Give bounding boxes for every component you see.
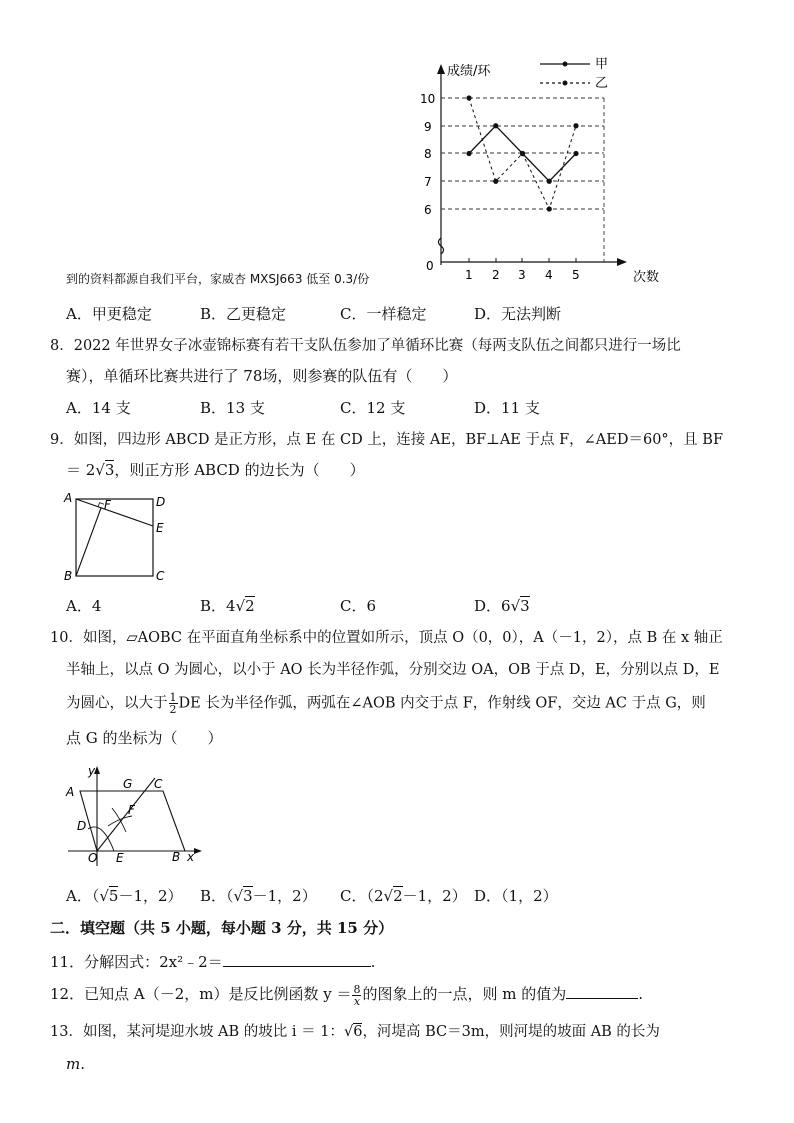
q8-text-line2: 赛），单循环比赛共进行了 78场，则参赛的队伍有（ ） — [66, 367, 458, 385]
x-axis-arrow — [617, 258, 627, 266]
q10-choice-b[interactable] — [200, 886, 317, 906]
q9-choice-b[interactable] — [200, 596, 255, 616]
y-tick-7: 7 — [424, 175, 432, 189]
fraction-numerator: 8 — [353, 982, 361, 996]
fraction-numerator: 1 — [169, 691, 177, 704]
q10-choice-a-post: －1，2） — [118, 887, 183, 905]
q8-text-line1: 8．2022 年世界女子冰壶锦标赛有若干支队伍参加了单循环比赛（每两支队伍之间都只进行一场比 — [50, 338, 681, 354]
q10-line3-pre: 为圆心，以大于 — [66, 695, 168, 712]
y-axis-label: 成绩/环 — [447, 64, 491, 79]
point-jia-5 — [573, 151, 578, 156]
label-g: G — [123, 777, 133, 791]
q10-choice-a-pre: A．（ — [66, 887, 100, 905]
q7-choice-b[interactable]: B．乙更稳定 — [200, 305, 287, 323]
q11-prompt: 11．分解因式：2x²﹣2＝ — [50, 953, 223, 971]
point-yi-3 — [520, 151, 525, 156]
q12-post: 的图象上的一点，则 m 的值为 — [362, 985, 567, 1003]
q7-choice-a[interactable]: A．甲更稳定 — [66, 305, 152, 323]
label-f: F — [128, 803, 135, 817]
label-o: O — [88, 851, 98, 865]
sqrt-icon: √ — [95, 461, 105, 479]
q9-choice-c[interactable]: C．6 — [340, 597, 377, 615]
score-line-chart — [400, 55, 700, 290]
half-fraction — [169, 692, 178, 715]
q10-choice-a-radicand: 5 — [108, 887, 119, 905]
q9-choice-b-radicand: 2 — [245, 597, 255, 615]
q8-choice-b[interactable]: B．13 支 — [200, 399, 265, 417]
q8-choice-c[interactable]: C．12 支 — [340, 399, 406, 417]
fraction-denominator: 2 — [169, 703, 177, 716]
q10-choice-b-radicand: 3 — [243, 887, 253, 905]
q10-choice-d[interactable]: D．（1，2） — [474, 887, 558, 905]
y-tick-6: 6 — [424, 203, 432, 217]
sqrt-icon: √ — [383, 887, 394, 905]
y-tick-10: 10 — [420, 92, 436, 106]
x-axis-label: 次数 — [633, 270, 660, 285]
point-jia-2 — [493, 123, 498, 128]
gridlines — [441, 98, 604, 262]
q9-choice-d-prefix: D．6 — [474, 597, 511, 615]
point-yi-5 — [573, 123, 578, 128]
legend-marker-yi — [563, 81, 568, 86]
q9-choice-a[interactable]: A．4 — [66, 597, 102, 615]
q7-choice-c[interactable]: C．一样稳定 — [340, 305, 427, 323]
q10-line3-post: DE 长为半径作弧，两弧在∠AOB 内交于点 F，作射线 OF，交边 AC 于点 G，则 — [178, 695, 706, 712]
point-jia-1 — [466, 151, 471, 156]
x-tick-1: 1 — [465, 268, 473, 282]
y-tick-9: 9 — [424, 120, 432, 134]
legend-label-yi: 乙 — [595, 76, 609, 91]
x-tick-2: 2 — [492, 268, 500, 282]
legend-marker-jia — [563, 62, 568, 67]
q9-bf-radicand: 3 — [104, 461, 115, 479]
q11-end: . — [370, 953, 376, 971]
q9-text-line2-post: ，则正方形 ABCD 的边长为（ ） — [114, 461, 365, 479]
q12-text — [50, 982, 643, 1007]
point-yi-1 — [466, 95, 471, 100]
q13-radicand: 6 — [353, 1024, 363, 1040]
label-b: B — [172, 850, 181, 864]
point-yi-2 — [493, 179, 498, 184]
q9-text-line2 — [66, 460, 365, 480]
x-axis-arrow — [194, 848, 202, 854]
sqrt-icon: √ — [510, 597, 521, 615]
sqrt-icon: √ — [233, 887, 244, 905]
label-y: y — [88, 764, 96, 778]
square-abcd — [76, 499, 153, 576]
sqrt-icon: √ — [344, 1024, 354, 1040]
series-points — [466, 95, 578, 211]
q11-answer-blank[interactable] — [223, 950, 371, 967]
legend-label-jia: 甲 — [595, 57, 609, 72]
x-tick-4: 4 — [545, 268, 553, 282]
label-a: A — [66, 785, 75, 799]
fraction-denominator: x — [353, 994, 361, 1008]
q13-text-line2: m. — [66, 1055, 85, 1073]
parallelogram-aobc — [80, 791, 185, 851]
q12-pre: 12．已知点 A（－2，m）是反比例函数 y ＝ — [50, 985, 352, 1003]
section-2-title: 二．填空题（共 5 小题，每小题 3 分，共 15 分） — [50, 919, 394, 937]
q10-text-line4: 点 G 的坐标为（ ） — [66, 729, 223, 747]
q7-choice-d[interactable]: D．无法判断 — [474, 305, 562, 323]
label-e: E — [156, 521, 164, 535]
label-a: A — [64, 491, 73, 505]
q13-post: ，河堤高 BC＝3m，则河堤的坡面 AB 的长为 — [362, 1024, 660, 1040]
y-axis-arrow — [437, 64, 445, 74]
y-tick-8: 8 — [424, 147, 432, 161]
q11-text — [50, 950, 375, 972]
q13-text-line1 — [50, 1022, 660, 1042]
point-yi-4 — [547, 206, 552, 211]
label-c: C — [156, 569, 165, 583]
label-x: x — [187, 850, 195, 864]
label-d: D — [77, 819, 87, 833]
q13-pre: 13．如图，某河堤迎水坡 AB 的坡比 i ＝ 1： — [50, 1024, 344, 1040]
x-tick-3: 3 — [518, 268, 526, 282]
q10-choice-b-pre: B．（ — [200, 887, 234, 905]
origin-label: 0 — [426, 259, 434, 273]
segment-ae — [76, 499, 153, 526]
q10-choice-c-post: －1，2） — [402, 887, 467, 905]
q10-choice-c-pre: C．（2 — [340, 887, 384, 905]
q9-square-figure — [60, 488, 175, 588]
label-b: B — [64, 569, 73, 583]
sqrt-icon: √ — [235, 597, 246, 615]
sqrt-icon: √ — [99, 887, 109, 905]
q10-choice-c[interactable] — [340, 886, 467, 906]
q8-choice-a[interactable]: A．14 支 — [66, 399, 131, 417]
label-f: F — [104, 498, 111, 512]
q12-answer-blank[interactable] — [566, 982, 638, 999]
x-tick-5: 5 — [572, 268, 580, 282]
point-jia-4 — [547, 179, 552, 184]
q10-text-line2: 半轴上，以点 O 为圆心，以小于 AO 长为半径作弧，分别交边 OA，OB 于点 D，E，分别以点 D，E — [66, 662, 720, 678]
q9-text-line1: 9．如图，四边形 ABCD 是正方形，点 E 在 CD 上，连接 AE，BF⊥AE 于点 F，∠AED＝60°，且 BF — [50, 432, 724, 448]
arc-de — [88, 827, 114, 851]
q10-choice-c-radicand: 2 — [393, 887, 403, 905]
fraction-8-over-x — [352, 984, 361, 1007]
label-d: D — [156, 495, 166, 509]
label-e: E — [116, 851, 124, 865]
q9-choice-d[interactable] — [474, 596, 530, 616]
watermark-text: 到的资料都源自我们平台，家威杏 MXSJ663 低至 0.3/份 — [66, 272, 370, 286]
q8-choice-d[interactable]: D．11 支 — [474, 399, 540, 417]
q9-choice-d-radicand: 3 — [520, 597, 530, 615]
arc-f-2 — [108, 816, 132, 826]
q10-parallelogram-figure — [60, 760, 210, 870]
q10-text-line3 — [66, 692, 706, 715]
q9-choice-b-prefix: B．4 — [200, 597, 236, 615]
label-c: C — [154, 777, 163, 791]
q10-choice-a[interactable] — [66, 886, 183, 906]
q9-bf-value-prefix: ＝ 2 — [66, 461, 96, 479]
q12-end: . — [638, 985, 644, 1003]
segment-bf — [76, 508, 101, 576]
q10-text-line1: 10．如图，▱AOBC 在平面直角坐标系中的位置如所示，顶点 O（0，0），A（－1，2），点 B 在 x 轴正 — [50, 630, 723, 646]
q10-choice-b-post: －1，2） — [252, 887, 317, 905]
